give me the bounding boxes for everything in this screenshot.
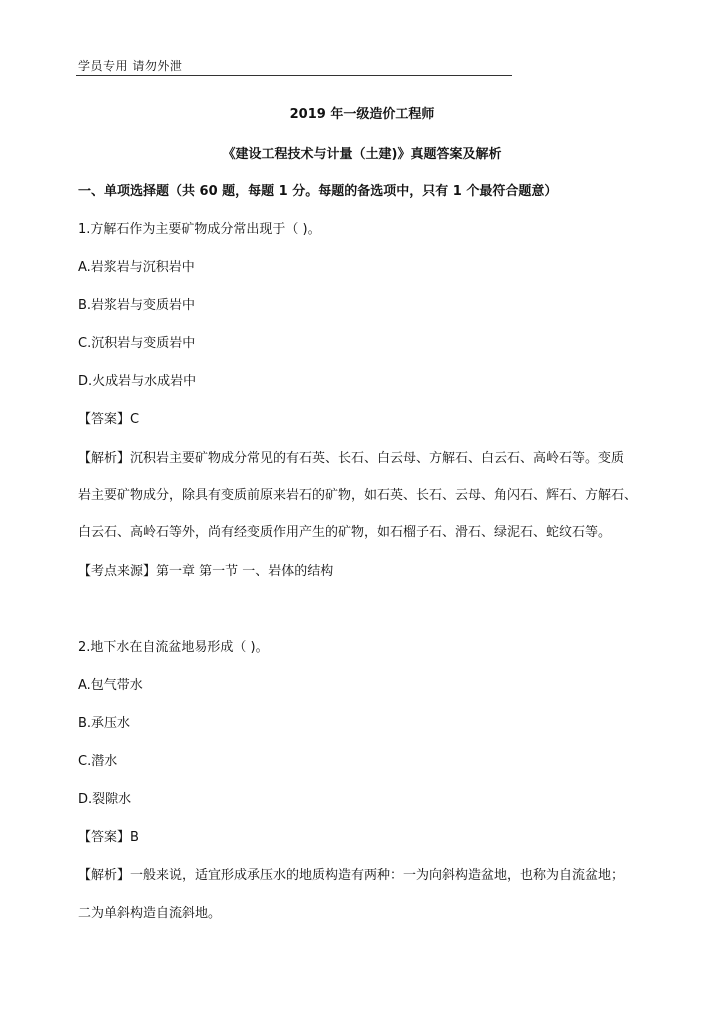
source-reference: 【考点来源】第一章 第一节 一、岩体的结构 (78, 564, 334, 579)
option-c: C.沉积岩与变质岩中 (78, 336, 196, 351)
question-stem: 1.方解石作为主要矿物成分常出现于（ )。 (78, 222, 321, 237)
analysis-line: 【解析】一般来说，适宜形成承压水的地质构造有两种：一为向斜构造盆地，也称为自流盆地； (78, 868, 625, 883)
option-b: B.承压水 (78, 716, 131, 731)
analysis-line: 二为单斜构造自流斜地。 (78, 906, 222, 921)
option-c: C.潜水 (78, 754, 118, 769)
option-a: A.包气带水 (78, 678, 143, 693)
section-heading: 一、单项选择题（共 60 题，每题 1 分。每题的备选项中，只有 1 个最符合题意） (78, 184, 558, 199)
answer: 【答案】B (78, 830, 139, 845)
analysis-line: 白云石、高岭石等外，尚有经变质作用产生的矿物，如石榴子石、滑石、绿泥石、蛇纹石等。 (78, 525, 612, 540)
option-b: B.岩浆岩与变质岩中 (78, 298, 196, 313)
analysis-line: 岩主要矿物成分，除具有变质前原来岩石的矿物，如石英、长石、云母、角闪石、辉石、方解石、 (78, 488, 638, 503)
analysis-line: 【解析】沉积岩主要矿物成分常见的有石英、长石、白云母、方解石、白云石、高岭石等。变质 (78, 451, 625, 466)
question-stem: 2.地下水在自流盆地易形成（ )。 (78, 640, 269, 655)
answer: 【答案】C (78, 412, 140, 427)
header-divider (76, 75, 512, 76)
option-a: A.岩浆岩与沉积岩中 (78, 260, 195, 275)
document-title: 2019 年一级造价工程师 (289, 107, 435, 122)
option-d: D.裂隙水 (78, 792, 132, 807)
page-header: 学员专用 请勿外泄 (78, 59, 183, 73)
option-d: D.火成岩与水成岩中 (78, 374, 197, 389)
document-subtitle: 《建设工程技术与计量（土建)》真题答案及解析 (222, 147, 502, 162)
